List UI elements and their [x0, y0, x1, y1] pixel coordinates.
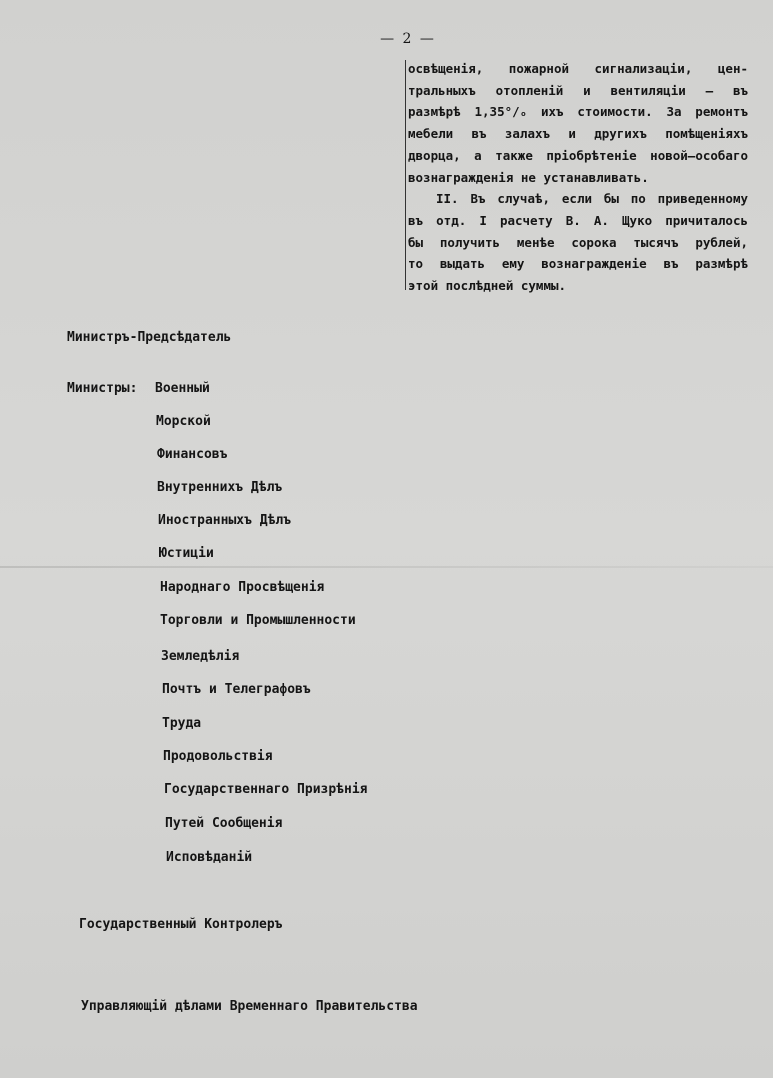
ministry-agriculture: Земледѣлія	[161, 649, 240, 664]
text-line: освѣщенія, пожарной сигнализаціи, цен-	[408, 61, 748, 76]
ministry-finance: Финансовъ	[157, 447, 228, 462]
text-line: то выдать ему вознагражденіе въ размѣрѣ	[408, 256, 748, 272]
ministry-foreign-affairs: Иностранныхъ Дѣлъ	[158, 513, 292, 528]
text-column	[408, 58, 748, 297]
text-line: въ отд. I расчету В. А. Щуко причиталось	[408, 212, 748, 228]
page-fold-line	[0, 566, 773, 568]
chief-of-affairs-label: Управляющій дѣлами Временнаго Правительства	[81, 999, 418, 1014]
text-line: дворца, а также пріобрѣтеніе новой—особаго	[408, 147, 748, 163]
text-line: мебели въ залахъ и другихъ помѣщеніяхъ	[408, 126, 748, 142]
text-line: II. Въ случаѣ, если бы по приведенному	[436, 191, 748, 207]
text-line: бы получить менѣе сорока тысячъ рублей,	[408, 234, 748, 250]
state-controller-label: Государственный Контролеръ	[79, 917, 283, 932]
text-line: размѣрѣ 1,35°/ₒ ихъ стоимости. За ремонтъ	[408, 104, 748, 120]
ministry-state-welfare: Государственнаго Призрѣнія	[164, 782, 368, 797]
text-line: этой послѣдней суммы.	[408, 278, 567, 294]
ministry-confessions: Исповѣданій	[166, 850, 253, 865]
page-number: — 2 —	[380, 31, 436, 47]
minister-chairman-label: Министръ-Предсѣдатель	[67, 330, 232, 345]
text-line: тральныхъ отопленій и вентиляціи — въ	[408, 82, 748, 98]
ministry-trade-industry: Торговли и Промышленности	[160, 613, 356, 628]
column-divider	[405, 60, 406, 290]
text-line: вознагражденія не устанавливать.	[408, 169, 649, 185]
ministry-justice: Юстиціи	[159, 546, 214, 561]
ministry-communications: Путей Сообщенія	[165, 816, 283, 831]
ministry-posts-telegraphs: Почтъ и Телеграфовъ	[162, 682, 311, 697]
ministry-navy: Морской	[156, 414, 211, 429]
ministry-war: Военный	[155, 381, 210, 396]
ministers-label: Министры:	[67, 381, 138, 396]
ministry-food: Продовольствія	[163, 749, 273, 764]
ministry-interior: Внутреннихъ Дѣлъ	[157, 480, 283, 495]
ministry-labour: Труда	[162, 716, 202, 731]
ministry-education: Народнаго Просвѣщенія	[160, 580, 325, 595]
